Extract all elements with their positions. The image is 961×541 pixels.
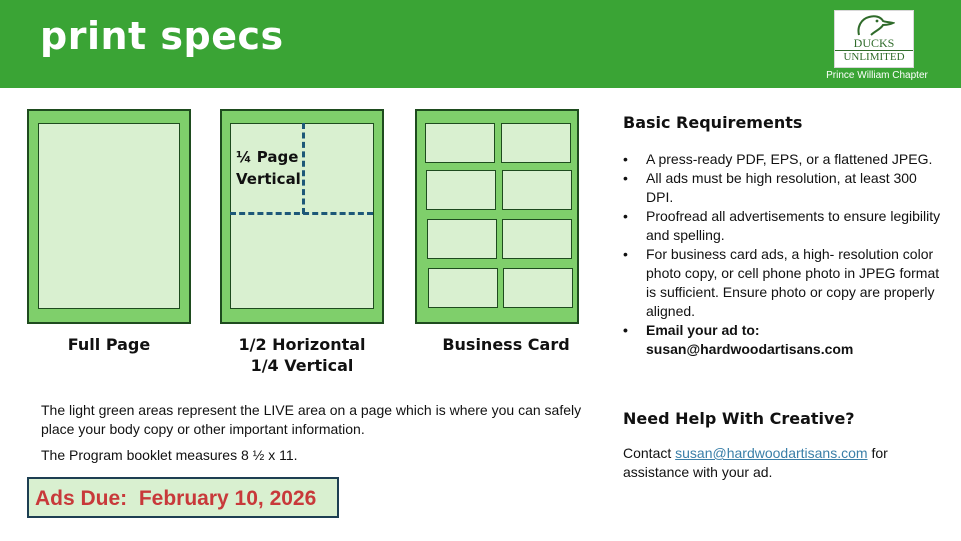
bullet-icon: • xyxy=(623,322,628,338)
full-page-diagram xyxy=(27,109,191,324)
business-card-slot xyxy=(427,219,497,259)
contact-prefix: Contact xyxy=(623,445,676,461)
bullet-icon: • xyxy=(623,151,628,167)
submission-email: susan@hardwoodartisans.com xyxy=(646,341,854,357)
half-horizontal-dashed-line xyxy=(230,212,373,215)
bullet-icon: • xyxy=(623,208,628,224)
chapter-name: Prince William Chapter xyxy=(826,70,928,81)
requirement-item xyxy=(623,169,943,207)
full-page-label: Full Page xyxy=(67,335,151,354)
logo-text-ducks: DUCKS xyxy=(853,36,895,50)
page-title: print specs xyxy=(40,14,284,58)
requirement-item-email xyxy=(623,321,943,359)
business-card-slot xyxy=(503,268,573,308)
business-card-label: Business Card xyxy=(442,335,570,354)
ducks-unlimited-logo xyxy=(834,10,914,68)
business-card-slot xyxy=(502,170,572,210)
booklet-size-note: The Program booklet measures 8 ½ x 11. xyxy=(41,447,298,463)
quarter-label-line2: Vertical xyxy=(236,170,301,188)
ads-due-text: Ads Due: February 10, 2026 xyxy=(35,487,317,510)
business-card-slot xyxy=(425,123,495,163)
bullet-icon: • xyxy=(623,246,628,262)
requirement-item xyxy=(623,150,943,169)
quarter-page-vertical-label xyxy=(236,146,301,190)
logo-text-unlimited: UNLIMITED xyxy=(835,50,913,63)
requirement-text: For business card ads, a high- resolution color photo copy, or cell phone photo in JPEG format is sufficient. Ensure photo or copy are properly aligned. xyxy=(646,246,940,319)
contact-email-link[interactable]: susan@hardwoodartisans.com xyxy=(675,445,868,461)
ads-due-box xyxy=(27,477,339,518)
half-horizontal-label: 1/2 Horizontal xyxy=(238,335,366,354)
quarter-vertical-label: 1/4 Vertical xyxy=(250,356,354,375)
quarter-vertical-dashed-line xyxy=(302,123,305,214)
help-contact-text xyxy=(623,444,943,482)
email-label: Email your ad to: xyxy=(646,322,760,338)
basic-requirements-heading: Basic Requirements xyxy=(623,113,803,132)
live-area-note: The light green areas represent the LIVE area on a page which is where you can safely place your body copy or other important information. xyxy=(41,402,582,437)
header-banner xyxy=(0,0,961,88)
full-page-live-area xyxy=(38,123,180,309)
requirement-text: Proofread all advertisements to ensure legibility and spelling. xyxy=(646,208,941,243)
business-card-slot xyxy=(426,170,496,210)
requirement-text: All ads must be high resolution, at least 300 DPI. xyxy=(646,170,917,205)
business-card-diagram xyxy=(415,109,579,324)
requirement-item xyxy=(623,245,943,321)
requirements-list xyxy=(623,150,943,359)
business-card-slot xyxy=(501,123,571,163)
business-card-slot xyxy=(428,268,498,308)
requirement-item xyxy=(623,207,943,245)
business-card-slot xyxy=(502,219,572,259)
half-quarter-label xyxy=(212,334,392,376)
requirement-text: A press-ready PDF, EPS, or a flattened JPEG. xyxy=(646,151,933,167)
bullet-icon: • xyxy=(623,170,628,186)
contact-suffix: for assistance with your ad. xyxy=(623,445,888,480)
quarter-label-line1: ¼ Page xyxy=(236,148,299,166)
help-heading: Need Help With Creative? xyxy=(623,409,855,428)
duck-head-icon xyxy=(853,13,895,37)
